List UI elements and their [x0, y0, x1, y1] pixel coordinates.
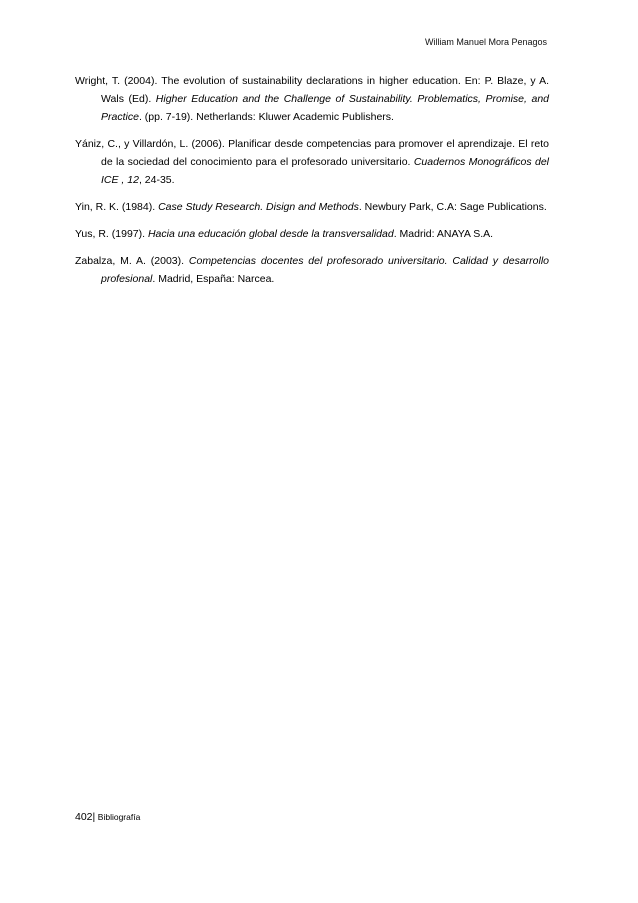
reference-text: Yin, R. K. (1984). [75, 201, 159, 213]
running-header-author: William Manuel Mora Penagos [424, 37, 547, 47]
reference-list [75, 72, 549, 297]
reference-text: . Madrid: ANAYA S.A. [393, 228, 494, 240]
reference-text: . (pp. 7-19). Netherlands: Kluwer Academic Publishers. [138, 111, 394, 123]
reference-entry [75, 198, 549, 216]
page-footer [75, 811, 140, 823]
reference-text: Zabalza, M. A. (2003). [75, 255, 189, 267]
reference-text: Yániz, C., y Villardón, L. (2006). Planificar desde competencias para promover el aprendizaje. El reto de la sociedad del conocimiento para el profesorado universitario. [75, 138, 549, 168]
reference-title: Cuadernos Monográficos del ICE , 12 [101, 156, 549, 186]
reference-entry [75, 225, 549, 243]
reference-entry [75, 72, 549, 126]
reference-title: Hacia una educación global desde la transversalidad [147, 228, 394, 240]
reference-text: . Newbury Park, C.A: Sage Publications. [358, 201, 547, 213]
footer-separator: | [92, 811, 96, 823]
reference-text: Wright, T. (2004). The evolution of sustainability declarations in higher education. En: P. Blaze, y A. Wals (Ed). [75, 75, 549, 105]
reference-text: Yus, R. (1997). [75, 228, 148, 240]
reference-title: Higher Education and the Challenge of Sustainability. Problematics, Promise, and Practice [101, 93, 549, 123]
reference-entry [75, 135, 549, 189]
reference-title: Case Study Research. Disign and Methods [158, 201, 359, 213]
reference-title: Competencias docentes del profesorado universitario. Calidad y desarrollo profesional [101, 255, 549, 285]
footer-section-label: Bibliografía [97, 812, 141, 822]
page-number: 402 [75, 811, 93, 823]
reference-entry [75, 252, 549, 288]
reference-text: . Madrid, España: Narcea. [152, 273, 275, 285]
reference-text: , 24-35. [138, 174, 175, 186]
